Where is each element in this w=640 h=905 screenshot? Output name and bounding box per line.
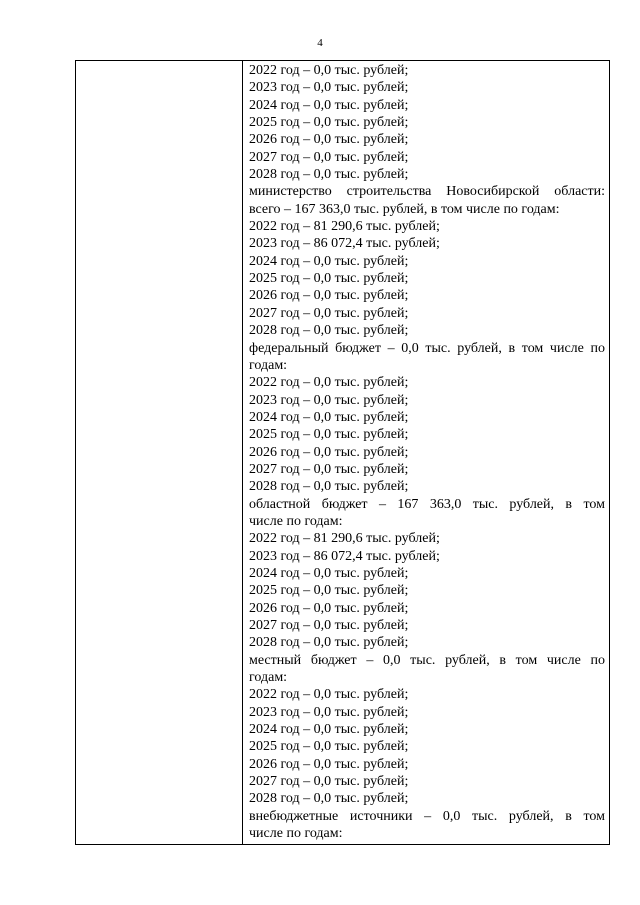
text-line: 2026 год – 0,0 тыс. рублей; (249, 288, 409, 304)
text-line: 2028 год – 0,0 тыс. рублей; (249, 323, 409, 339)
text-line: 2028 год – 0,0 тыс. рублей; (249, 479, 409, 495)
text-line: годам: (249, 670, 288, 686)
text-line: 2023 год – 0,0 тыс. рублей; (249, 392, 409, 408)
text-line: 2027 год – 0,0 тыс. рублей; (249, 305, 409, 321)
text-line: 2026 год – 0,0 тыс. рублей; (249, 600, 409, 616)
text-line: 2025 год – 0,0 тыс. рублей; (249, 427, 409, 443)
text-line: всего – 167 363,0 тыс. рублей, в том числе по годам: (249, 201, 560, 217)
text-line: 2026 год – 0,0 тыс. рублей; (249, 132, 409, 148)
table-cell-content (243, 61, 610, 845)
text-line: 2026 год – 0,0 тыс. рублей; (249, 756, 409, 772)
text-line: 2025 год – 0,0 тыс. рублей; (249, 271, 409, 287)
text-line: 2027 год – 0,0 тыс. рублей; (249, 774, 409, 790)
text-line: 2028 год – 0,0 тыс. рублей; (249, 791, 409, 807)
text-line: 2027 год – 0,0 тыс. рублей; (249, 618, 409, 633)
text-line: 2024 год – 0,0 тыс. рублей; (249, 565, 409, 581)
text-line: местный бюджет – 0,0 тыс. рублей, в том числе по (249, 652, 605, 668)
text-line: 2022 год – 0,0 тыс. рублей; (249, 375, 409, 391)
page-number: 4 (317, 37, 323, 49)
text-line: 2022 год – 81 290,6 тыс. рублей; (249, 531, 440, 547)
text-line: 2028 год – 0,0 тыс. рублей; (249, 167, 409, 183)
text-line: 2022 год – 0,0 тыс. рублей; (249, 63, 409, 78)
text-line: 2026 год – 0,0 тыс. рублей; (249, 444, 409, 460)
text-line: 2024 год – 0,0 тыс. рублей; (249, 253, 409, 269)
text-line: 2025 год – 0,0 тыс. рублей; (249, 583, 409, 599)
text-line: внебюджетные источники – 0,0 тыс. рублей, в том (249, 808, 605, 824)
text-line: 2024 год – 0,0 тыс. рублей; (249, 722, 409, 738)
text-line: областной бюджет – 167 363,0 тыс. рублей, в том (249, 496, 605, 512)
text-line: 2027 год – 0,0 тыс. рублей; (249, 461, 409, 477)
text-line: 2024 год – 0,0 тыс. рублей; (249, 409, 409, 425)
text-line: 2028 год – 0,0 тыс. рублей; (249, 635, 409, 651)
text-line: федеральный бюджет – 0,0 тыс. рублей, в том числе по (249, 340, 605, 356)
funding-table (75, 60, 610, 845)
text-line: 2024 год – 0,0 тыс. рублей; (249, 97, 409, 113)
text-line: 2025 год – 0,0 тыс. рублей; (249, 739, 409, 755)
table-row (76, 61, 610, 845)
text-line: 2023 год – 0,0 тыс. рублей; (249, 80, 409, 96)
text-line: 2023 год – 0,0 тыс. рублей; (249, 704, 409, 720)
text-line: 2022 год – 0,0 тыс. рублей; (249, 687, 409, 703)
text-line: числе по годам: (249, 826, 343, 842)
text-line: числе по годам: (249, 513, 343, 529)
text-line: 2025 год – 0,0 тыс. рублей; (249, 115, 409, 131)
text-line: 2023 год – 86 072,4 тыс. рублей; (249, 548, 440, 564)
text-line: 2027 год – 0,0 тыс. рублей; (249, 149, 409, 165)
text-line: министерство строительства Новосибирской области: (249, 184, 605, 200)
table-cell-label (76, 61, 243, 845)
text-line: 2023 год – 86 072,4 тыс. рублей; (249, 236, 440, 252)
text-line: годам: (249, 357, 288, 373)
funding-lines-list (249, 61, 605, 842)
text-line: 2022 год – 81 290,6 тыс. рублей; (249, 219, 440, 235)
